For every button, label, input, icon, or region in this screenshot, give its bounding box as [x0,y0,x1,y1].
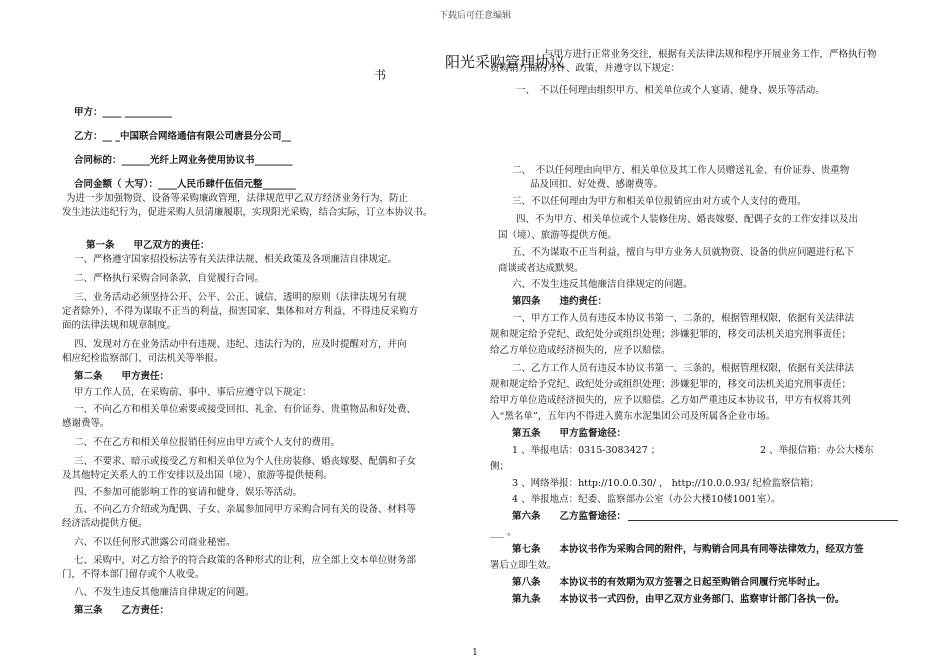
article-2-item-5a: 五、不向乙方介绍或为配偶、子女、亲属参加同甲方采购合同有关的设备、材料等 [74,504,417,515]
article-7-line-2: 署后立即生效。 [490,560,557,571]
intro-line-1: 为进一步加强物资、设备等采购廉政管理，法律规范甲乙双方经济业务行为，防止 [66,193,409,204]
article-4-item-2b: 规和规定给予党纪、政纪处分或组织处理；涉嫌犯罪的，移交司法机关追究刑事责任； [490,379,852,390]
article-2-item-8: 八、不发生违反其他廉洁自律规定的问题。 [74,587,255,598]
party-a: 甲方：____ __________ [74,107,173,118]
article-2-item-4: 四、不参加可能影响工作的宴请和健身、娱乐等活动。 [74,487,303,498]
right-item-4a: 四、不为甲方、相关单位或个人装修住房、婚丧嫁娶、配偶子女的工作安排以及出 [516,214,859,225]
article-4-item-1c: 给乙方单位造成经济损失的，应予以赔偿。 [490,345,671,356]
article-2-item-1b: 感谢费等。 [62,418,110,429]
contract-subject: 合同标的：______光纤上网业务使用协议书________ [74,155,293,166]
report-mailbox-cont: 侧； [490,461,510,472]
article-2-item-2: 二、不在乙方和相关单位报销任何应由甲方或个人支付的费用。 [74,437,341,448]
article-2-title: 第二条 甲方责任： [74,371,170,382]
report-phone: 1 、举报电话：0315-3083427 ； [512,445,661,456]
right-item-6: 六、不发生违反其他廉洁自律规定的问题。 [512,279,693,290]
right-top-line-1: 与甲方进行正常业务交往，根据有关法律法规和程序开展业务工作，严格执行物 [544,49,877,60]
article-9: 第九条 本协议书一式四份，由甲乙双方业务部门、监察审计部门各执一份。 [512,594,845,605]
article-2-item-7a: 七、采购中，对乙方给予的符合政策的各种形式的让利，应全部上交本单位财务部 [74,555,417,566]
article-7-line-1: 第七条 本协议书作为采购合同的附件，与购销合同具有同等法律效力，经双方签 [512,544,864,555]
article-1-item-4b: 相应纪检监察部门、司法机关等举报。 [62,353,224,364]
article-2-item-3a: 三、不要求、暗示或接受乙方和相关单位为个人住房装修、婚丧嫁娶、配偶和子女 [74,456,417,467]
right-item-5b: 商谈或者达成默契。 [498,263,584,274]
right-top-line-2: 资购销方面的方针、政策，并遵守以下规定： [490,63,681,74]
article-2-item-6: 六、不以任何形式泄露公司商业秘密。 [74,537,236,548]
right-item-3: 三、不以任何理由为甲方和相关单位报销应由对方或个人支付的费用。 [512,196,807,207]
article-3-title: 第三条 乙方责任： [74,605,170,616]
article-4-item-1a: 一、甲方工作人员有违反本协议书第一、二条的，根据管理权限，依据有关法律法 [512,313,855,324]
article-1-item-3c: 面的法律法规和规章制度。 [62,320,177,331]
intro-line-2: 发生违法违纪行为，促进采购人员清廉履职，实现阳光采购，结合实际，订立本协议书。 [62,207,433,218]
article-1-title: 第一条 甲乙双方的责任： [86,240,210,251]
article-5-title: 第五条 甲方监督途径： [512,428,627,439]
article-1-item-2: 二、严格执行采购合同条款，自觉履行合同。 [74,273,265,284]
article-2-item-1a: 一、不向乙方和相关单位索要或接受回扣、礼金、有价证券、贵重物品和好处费、 [74,404,417,415]
article-1-item-3a: 三、业务活动必须坚持公开、公平、公正、诚信、透明的原则（法律法规另有规 [74,292,407,303]
article-4-item-2c: 给甲方单位造成经济损失的，应予以赔偿。乙方如严重违反本协议书，甲方有权将其列 [490,395,852,406]
document-title: 阳光采购管理协议 [445,53,566,71]
article-8: 第八条 本协议书的有效期为双方签署之日起至购销合同履行完毕时止。 [512,577,826,588]
page-number: 1 [472,648,478,658]
right-item-2b: 品及回扣、好处费、感谢费等。 [530,179,664,190]
article-6-title: 第六条 乙方监督途径： [512,511,627,522]
right-item-1: 一、 不以任何理由组织甲方、相关单位或个人宴请、健身、娱乐等活动。 [516,85,825,96]
article-6-cont: ___ 。 [490,527,517,538]
right-item-2a: 二、 不以任何理由向甲方、相关单位及其工作人员赠送礼金、有价证券、贵重物 [512,165,850,176]
party-b: 乙方：__ _中国联合网络通信有限公司唐县分公司__ [74,131,292,142]
article-4-item-1b: 规和规定给予党纪、政纪处分或组织处理；涉嫌犯罪的，移交司法机关追究刑事责任； [490,329,852,340]
article-2-item-3b: 及其他特定关系人的工作安排以及出国（境）、旅游等提供便利。 [62,470,333,481]
right-item-4b: 国（境）、旅游等提供方便。 [498,230,617,241]
title-mark: 书 [374,68,387,82]
right-item-5a: 五、不为谋取不正当利益，擅自与甲方业务人员就物资、设备的供应问题进行私下 [512,247,855,258]
article-1-item-4a: 四、发现对方在业务活动中有违规、违纪、违法行为的，应及时提醒对方，并向 [74,339,407,350]
report-location: 4 、举报地点：纪委、监察部办公室（办公大楼10楼1001室）。 [512,494,781,505]
contract-amount: 合同金额（ 大写）：____人民币肆仟伍佰元整_______ [74,179,296,190]
article-2-item-5b: 经济活动提供方便。 [62,518,148,529]
report-mailbox: 2 、举报信箱：办公大楼东 [760,445,874,456]
report-web: 3 、网络举报：http://10.0.0.30/ ， http://10.0.0.93/ 纪检监察信箱； [512,478,820,489]
article-4-item-2d: 入“黑名单”，五年内不得进入冀东水泥集团公司及所属各企业市场。 [490,411,776,422]
article-4-title: 第四条 违约责任： [512,296,608,307]
page-header: 下载后可任意编辑 [438,11,511,21]
article-1-item-1: 一、严格遵守国家招投标法等有关法律法规、相关政策及各项廉洁自律规定。 [74,254,398,265]
article-1-item-3b: 定者除外），不得为谋取不正当的利益，损害国家、集体和对方利益，不得违反采购方 [62,306,419,317]
article-4-item-2a: 二、乙方工作人员有违反本协议书第一、三条的，根据管理权限，依据有关法律法 [512,363,855,374]
article-2-intro: 甲方工作人员，在采购前、事中、事后应遵守以下规定： [74,387,312,398]
article-6-blank-line [628,520,898,521]
article-2-item-7b: 门，不得本部门留存或个人收受。 [62,569,205,580]
